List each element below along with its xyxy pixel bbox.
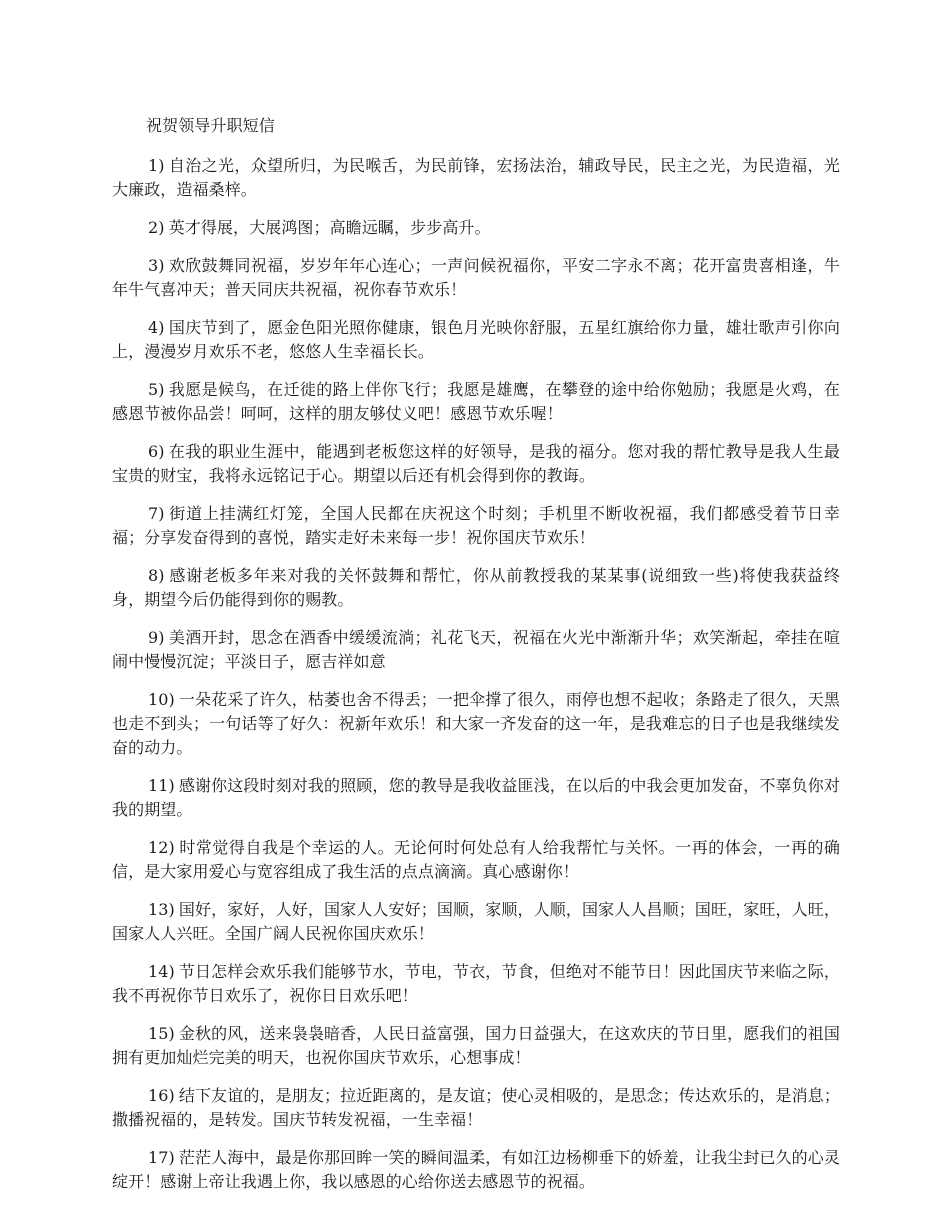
paragraph-number: 11)	[148, 776, 175, 795]
paragraph-number: 15)	[148, 1024, 175, 1043]
paragraph-text: 在我的职业生涯中，能遇到老板您这样的好领导，是我的福分。您对我的帮忙教导是我人生最宝贵的财宝，我将永远铭记于心。期望以后还有机会得到你的教诲。	[112, 442, 840, 485]
paragraph-number: 10)	[148, 690, 175, 709]
paragraph-16	[112, 1084, 840, 1132]
paragraph-text: 美酒开封，思念在酒香中缓缓流淌；礼花飞天，祝福在火光中渐渐升华；欢笑渐起，牵挂在喧闹中慢慢沉淀；平淡日子，愿吉祥如意	[112, 628, 840, 671]
paragraph-text: 街道上挂满红灯笼，全国人民都在庆祝这个时刻；手机里不断收祝福，我们都感受着节日幸福；分享发奋得到的喜悦，踏实走好未来每一步！祝你国庆节欢乐！	[112, 504, 840, 547]
paragraph-text: 结下友谊的，是朋友；拉近距离的，是友谊；使心灵相吸的，是思念；传达欢乐的，是消息；撒播祝福的，是转发。国庆节转发祝福，一生幸福！	[112, 1086, 840, 1129]
paragraph-number: 2)	[148, 218, 165, 237]
paragraph-number: 14)	[148, 962, 175, 981]
paragraph-number: 4)	[148, 318, 165, 337]
paragraph-text: 节日怎样会欢乐我们能够节水，节电，节衣，节食，但绝对不能节日！因此国庆节来临之际，我不再祝你节日欢乐了，祝你日日欢乐吧！	[112, 962, 840, 1005]
paragraph-number: 6)	[148, 442, 165, 461]
paragraph-text: 感谢你这段时刻对我的照顾，您的教导是我收益匪浅，在以后的中我会更加发奋，不辜负你对我的期望。	[112, 776, 840, 819]
paragraph-text: 时常觉得自我是个幸运的人。无论何时何处总有人给我帮忙与关怀。一再的体会，一再的确信，是大家用爱心与宽容组成了我生活的点点滴滴。真心感谢你！	[112, 838, 840, 881]
paragraph-text: 英才得展，大展鸿图；高瞻远瞩，步步高升。	[168, 218, 491, 237]
paragraph-number: 16)	[148, 1086, 175, 1105]
paragraph-text: 感谢老板多年来对我的关怀鼓舞和帮忙，你从前教授我的某某事(说细致一些)将使我获益终身，期望今后仍能得到你的赐教。	[112, 566, 840, 609]
paragraph-number: 1)	[148, 156, 165, 175]
paragraph-number: 9)	[148, 628, 165, 647]
paragraph-number: 5)	[148, 380, 165, 399]
paragraph-number: 3)	[148, 256, 165, 275]
paragraph-8	[112, 564, 840, 612]
document-body	[112, 114, 840, 1208]
paragraph-text: 我愿是候鸟，在迁徙的路上伴你飞行；我愿是雄鹰，在攀登的途中给你勉励；我愿是火鸡，在感恩节被你品尝！呵呵，这样的朋友够仗义吧！感恩节欢乐喔！	[112, 380, 840, 423]
paragraph-17	[112, 1146, 840, 1194]
paragraph-text: 国庆节到了，愿金色阳光照你健康，银色月光映你舒服，五星红旗给你力量，雄壮歌声引你向上，漫漫岁月欢乐不老，悠悠人生幸福长长。	[112, 318, 840, 361]
document-title: 祝贺领导升职短信	[146, 116, 275, 135]
paragraph-12	[112, 836, 840, 884]
paragraph-1	[112, 154, 840, 202]
paragraph-number: 8)	[148, 566, 165, 585]
paragraph-11	[112, 774, 840, 822]
paragraph-text: 欢欣鼓舞同祝福，岁岁年年心连心；一声问候祝福你，平安二字永不离；花开富贵喜相逢，牛年牛气喜冲天；普天同庆共祝福，祝你春节欢乐！	[112, 256, 840, 299]
paragraph-4	[112, 316, 840, 364]
paragraph-number: 7)	[148, 504, 165, 523]
paragraph-5	[112, 378, 840, 426]
paragraph-15	[112, 1022, 840, 1070]
paragraph-text: 国好，家好，人好，国家人人安好；国顺，家顺，人顺，国家人人昌顺；国旺，家旺，人旺，国家人人兴旺。全国广阔人民祝你国庆欢乐！	[112, 900, 840, 943]
paragraph-7	[112, 502, 840, 550]
paragraph-number: 12)	[148, 838, 175, 857]
paragraph-3	[112, 254, 840, 302]
paragraph-2	[112, 216, 840, 240]
paragraph-6	[112, 440, 840, 488]
paragraph-text: 金秋的风，送来袅袅暗香，人民日益富强，国力日益强大，在这欢庆的节日里，愿我们的祖国拥有更加灿烂完美的明天，也祝你国庆节欢乐，心想事成！	[112, 1024, 840, 1067]
paragraph-13	[112, 898, 840, 946]
paragraph-text: 自治之光，众望所归，为民喉舌，为民前锋，宏扬法治，辅政导民，民主之光，为民造福，光大廉政，造福桑梓。	[112, 156, 840, 199]
paragraph-10	[112, 688, 840, 760]
paragraph-number: 13)	[148, 900, 175, 919]
paragraph-14	[112, 960, 840, 1008]
paragraph-text: 茫茫人海中，最是你那回眸一笑的瞬间温柔，有如江边杨柳垂下的娇羞，让我尘封已久的心灵绽开！感谢上帝让我遇上你，我以感恩的心给你送去感恩节的祝福。	[112, 1148, 840, 1191]
paragraph-text: 一朵花采了许久，枯萎也舍不得丢；一把伞撑了很久，雨停也想不起收；条路走了很久，天黑也走不到头；一句话等了好久：祝新年欢乐！和大家一齐发奋的这一年，是我难忘的日子也是我继续发奋的动力。	[112, 690, 840, 757]
paragraph-9	[112, 626, 840, 674]
paragraph-number: 17)	[148, 1148, 175, 1167]
